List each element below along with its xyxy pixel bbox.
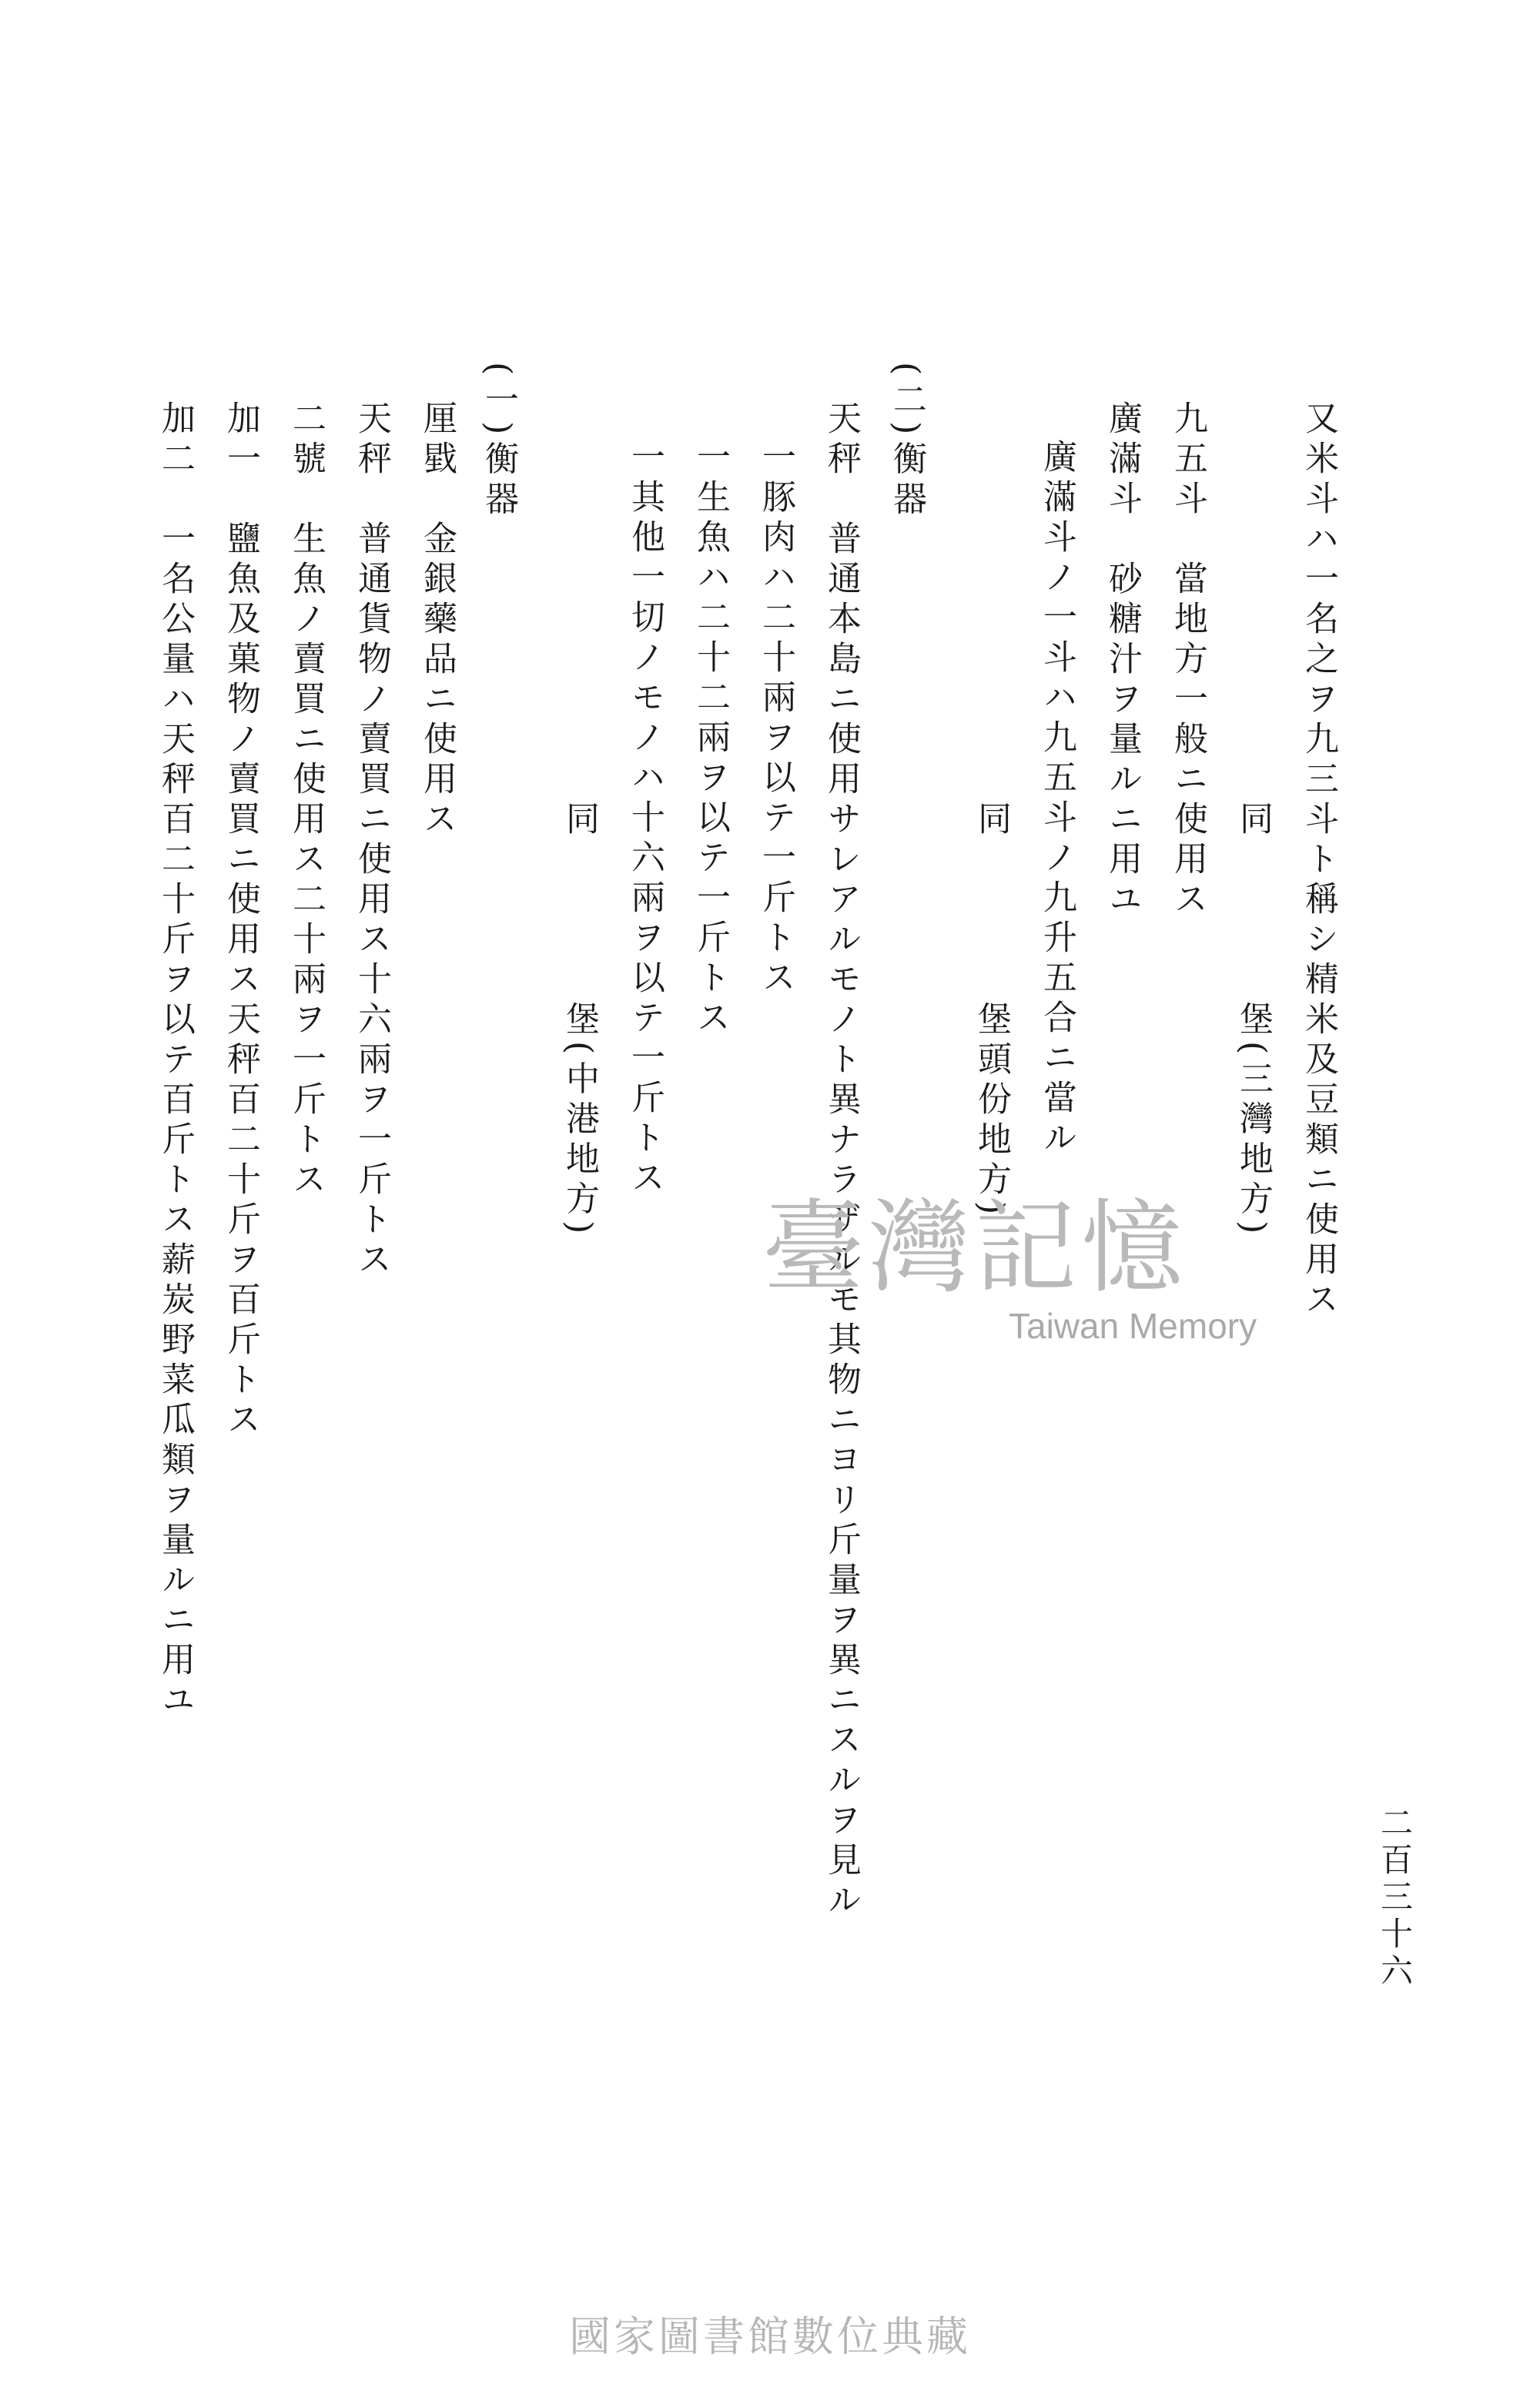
text-column-17: 加一 鹽魚及菓物ノ賣買ニ使用ス天秤百二十斤ヲ百斤トス bbox=[221, 400, 260, 1441]
text-column-7: (二)衡器 bbox=[887, 362, 926, 521]
text-column-6: 同 堡頭份地方) bbox=[972, 801, 1011, 1221]
page-number: 二百三十六 bbox=[1376, 1806, 1414, 1990]
watermark-english: Taiwan Memory bbox=[1009, 1306, 1257, 1346]
text-column-4: 廣滿斗 砂糖汁ヲ量ルニ用ユ bbox=[1103, 400, 1142, 921]
text-column-9: 一豚肉ハ二十兩ヲ以テ一斤トス bbox=[756, 439, 795, 999]
text-column-15: 天秤 普通貨物ノ賣買ニ使用ス十六兩ヲ一斤トス bbox=[352, 400, 391, 1281]
text-column-2: 同 堡(三灣地方) bbox=[1234, 801, 1273, 1240]
text-column-11: 一其他一切ノモノハ十六兩ヲ以テ一斤トス bbox=[625, 439, 665, 1200]
text-column-10: 一生魚ハ二十二兩ヲ以テ一斤トス bbox=[691, 439, 730, 1040]
text-column-1: 又米斗ハ一名之ヲ九三斗ト稱シ精米及豆類ニ使用ス bbox=[1299, 400, 1338, 1321]
text-column-3: 九五斗 當地方一般ニ使用ス bbox=[1168, 400, 1207, 921]
watermark-chinese: 臺灣記憶 bbox=[762, 1189, 1187, 1307]
text-column-16: 二號 生魚ノ賣買ニ使用ス二十兩ヲ一斤トス bbox=[286, 400, 326, 1201]
text-column-14: 厘戥 金銀藥品ニ使用ス bbox=[417, 400, 457, 841]
watermark bbox=[762, 1189, 1257, 1347]
footer-caption: 國家圖書館數位典藏 bbox=[569, 2312, 971, 2361]
text-column-12: 同 堡(中港地方) bbox=[560, 801, 599, 1240]
text-column-13: (一)衡器 bbox=[479, 362, 518, 521]
text-column-18: 加二 一名公量ハ天秤百二十斤ヲ以テ百斤トス薪炭野菜瓜類ヲ量ルニ用ユ bbox=[156, 400, 195, 1722]
text-column-5: 廣滿斗ノ一斗ハ九五斗ノ九升五合ニ當ル bbox=[1037, 439, 1076, 1160]
text-column-8: 天秤 普通本島ニ使用サレアルモノト異ナラザルモ其物ニヨリ斤量ヲ異ニスルヲ見ル bbox=[822, 400, 861, 1922]
